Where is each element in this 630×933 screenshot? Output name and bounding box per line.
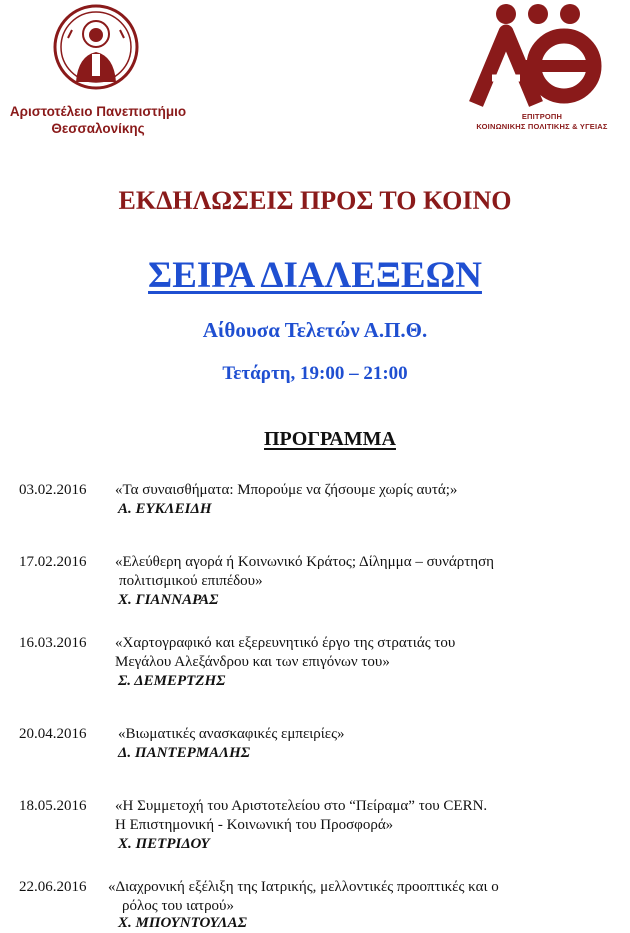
event-title bbox=[115, 481, 585, 500]
event-title-line: «Διαχρονική εξέλιξη της Ιατρικής, μελλοντικές προοπτικές και ο bbox=[108, 879, 499, 895]
events-heading: ΕΚΔΗΛΩΣΕΙΣ ΠΡΟΣ ΤΟ ΚΟΙΝΟ bbox=[118, 186, 512, 215]
committee-name-line2: ΚΟΙΝΩΝΙΚΗΣ ΠΟΛΙΤΙΚΗΣ & ΥΓΕΙΑΣ bbox=[476, 122, 608, 131]
event-title-line: «Βιωματικές ανασκαφικές εμπειρίες» bbox=[118, 726, 345, 742]
event-speaker: Χ. ΓΙΑΝΝΑΡΑΣ bbox=[118, 592, 219, 608]
event-title-line: Μεγάλου Αλεξάνδρου και των επιγόνων του» bbox=[115, 654, 390, 670]
committee-logo bbox=[466, 0, 606, 112]
university-seal-logo bbox=[52, 4, 140, 90]
lecture-series-title: ΣΕΙΡΑ ΔΙΑΛΕΞΕΩΝ bbox=[148, 255, 482, 296]
event-title-line: πολιτισμικού επιπέδου» bbox=[119, 573, 263, 589]
event-title-line: «Τα συναισθήματα: Μπορούμε να ζήσουμε χωρίς αυτά;» bbox=[115, 482, 458, 498]
venue-text: Αίθουσα Τελετών Α.Π.Θ. bbox=[202, 318, 428, 342]
event-speaker: Δ. ΠΑΝΤΕΡΜΑΛΗΣ bbox=[118, 745, 251, 761]
event-title bbox=[115, 725, 585, 744]
program-heading: ΠΡΟΓΡΑΜΜΑ bbox=[264, 428, 396, 450]
event-title bbox=[115, 797, 585, 835]
university-name-line2: Θεσσαλονίκης bbox=[51, 121, 145, 136]
committee-name bbox=[452, 112, 630, 132]
event-title-line: Η Επιστημονική - Κοινωνική του Προσφορά» bbox=[115, 817, 394, 833]
schedule-time-text: Τετάρτη, 19:00 – 21:00 bbox=[222, 363, 408, 384]
committee-name-line1: ΕΠΙΤΡΟΠΗ bbox=[521, 112, 563, 121]
event-title bbox=[115, 553, 585, 591]
event-title-line: «Ελεύθερη αγορά ή Κοινωνικό Κράτος; Δίλημμα – συνάρτηση bbox=[115, 554, 495, 570]
event-date: 03.02.2016 bbox=[19, 482, 87, 498]
event-title-line: «Η Συμμετοχή του Αριστοτελείου στο “Πείραμα” του CERN. bbox=[115, 798, 488, 814]
event-title-line: ρόλος του ιατρού» bbox=[122, 898, 234, 914]
event-speaker: Α. ΕΥΚΛΕΙΔΗ bbox=[118, 501, 212, 517]
event-title bbox=[108, 878, 608, 916]
event-speaker: Χ. ΜΠΟΥΝΤΟΥΛΑΣ bbox=[118, 915, 247, 931]
event-speaker: Σ. ΔΕΜΕΡΤΖΗΣ bbox=[118, 673, 226, 689]
event-speaker: Χ. ΠΕΤΡΙΔΟΥ bbox=[118, 836, 210, 852]
event-title-line: «Χαρτογραφικό και εξερευνητικό έργο της στρατιάς του bbox=[115, 635, 456, 651]
event-title bbox=[115, 634, 585, 672]
event-date: 17.02.2016 bbox=[19, 554, 87, 570]
university-name-line1: Αριστοτέλειο Πανεπιστήμιο bbox=[9, 104, 187, 119]
event-date: 16.03.2016 bbox=[19, 635, 87, 651]
event-date: 18.05.2016 bbox=[19, 798, 87, 814]
event-date: 22.06.2016 bbox=[19, 879, 87, 895]
university-name bbox=[0, 103, 196, 137]
event-date: 20.04.2016 bbox=[19, 726, 87, 742]
